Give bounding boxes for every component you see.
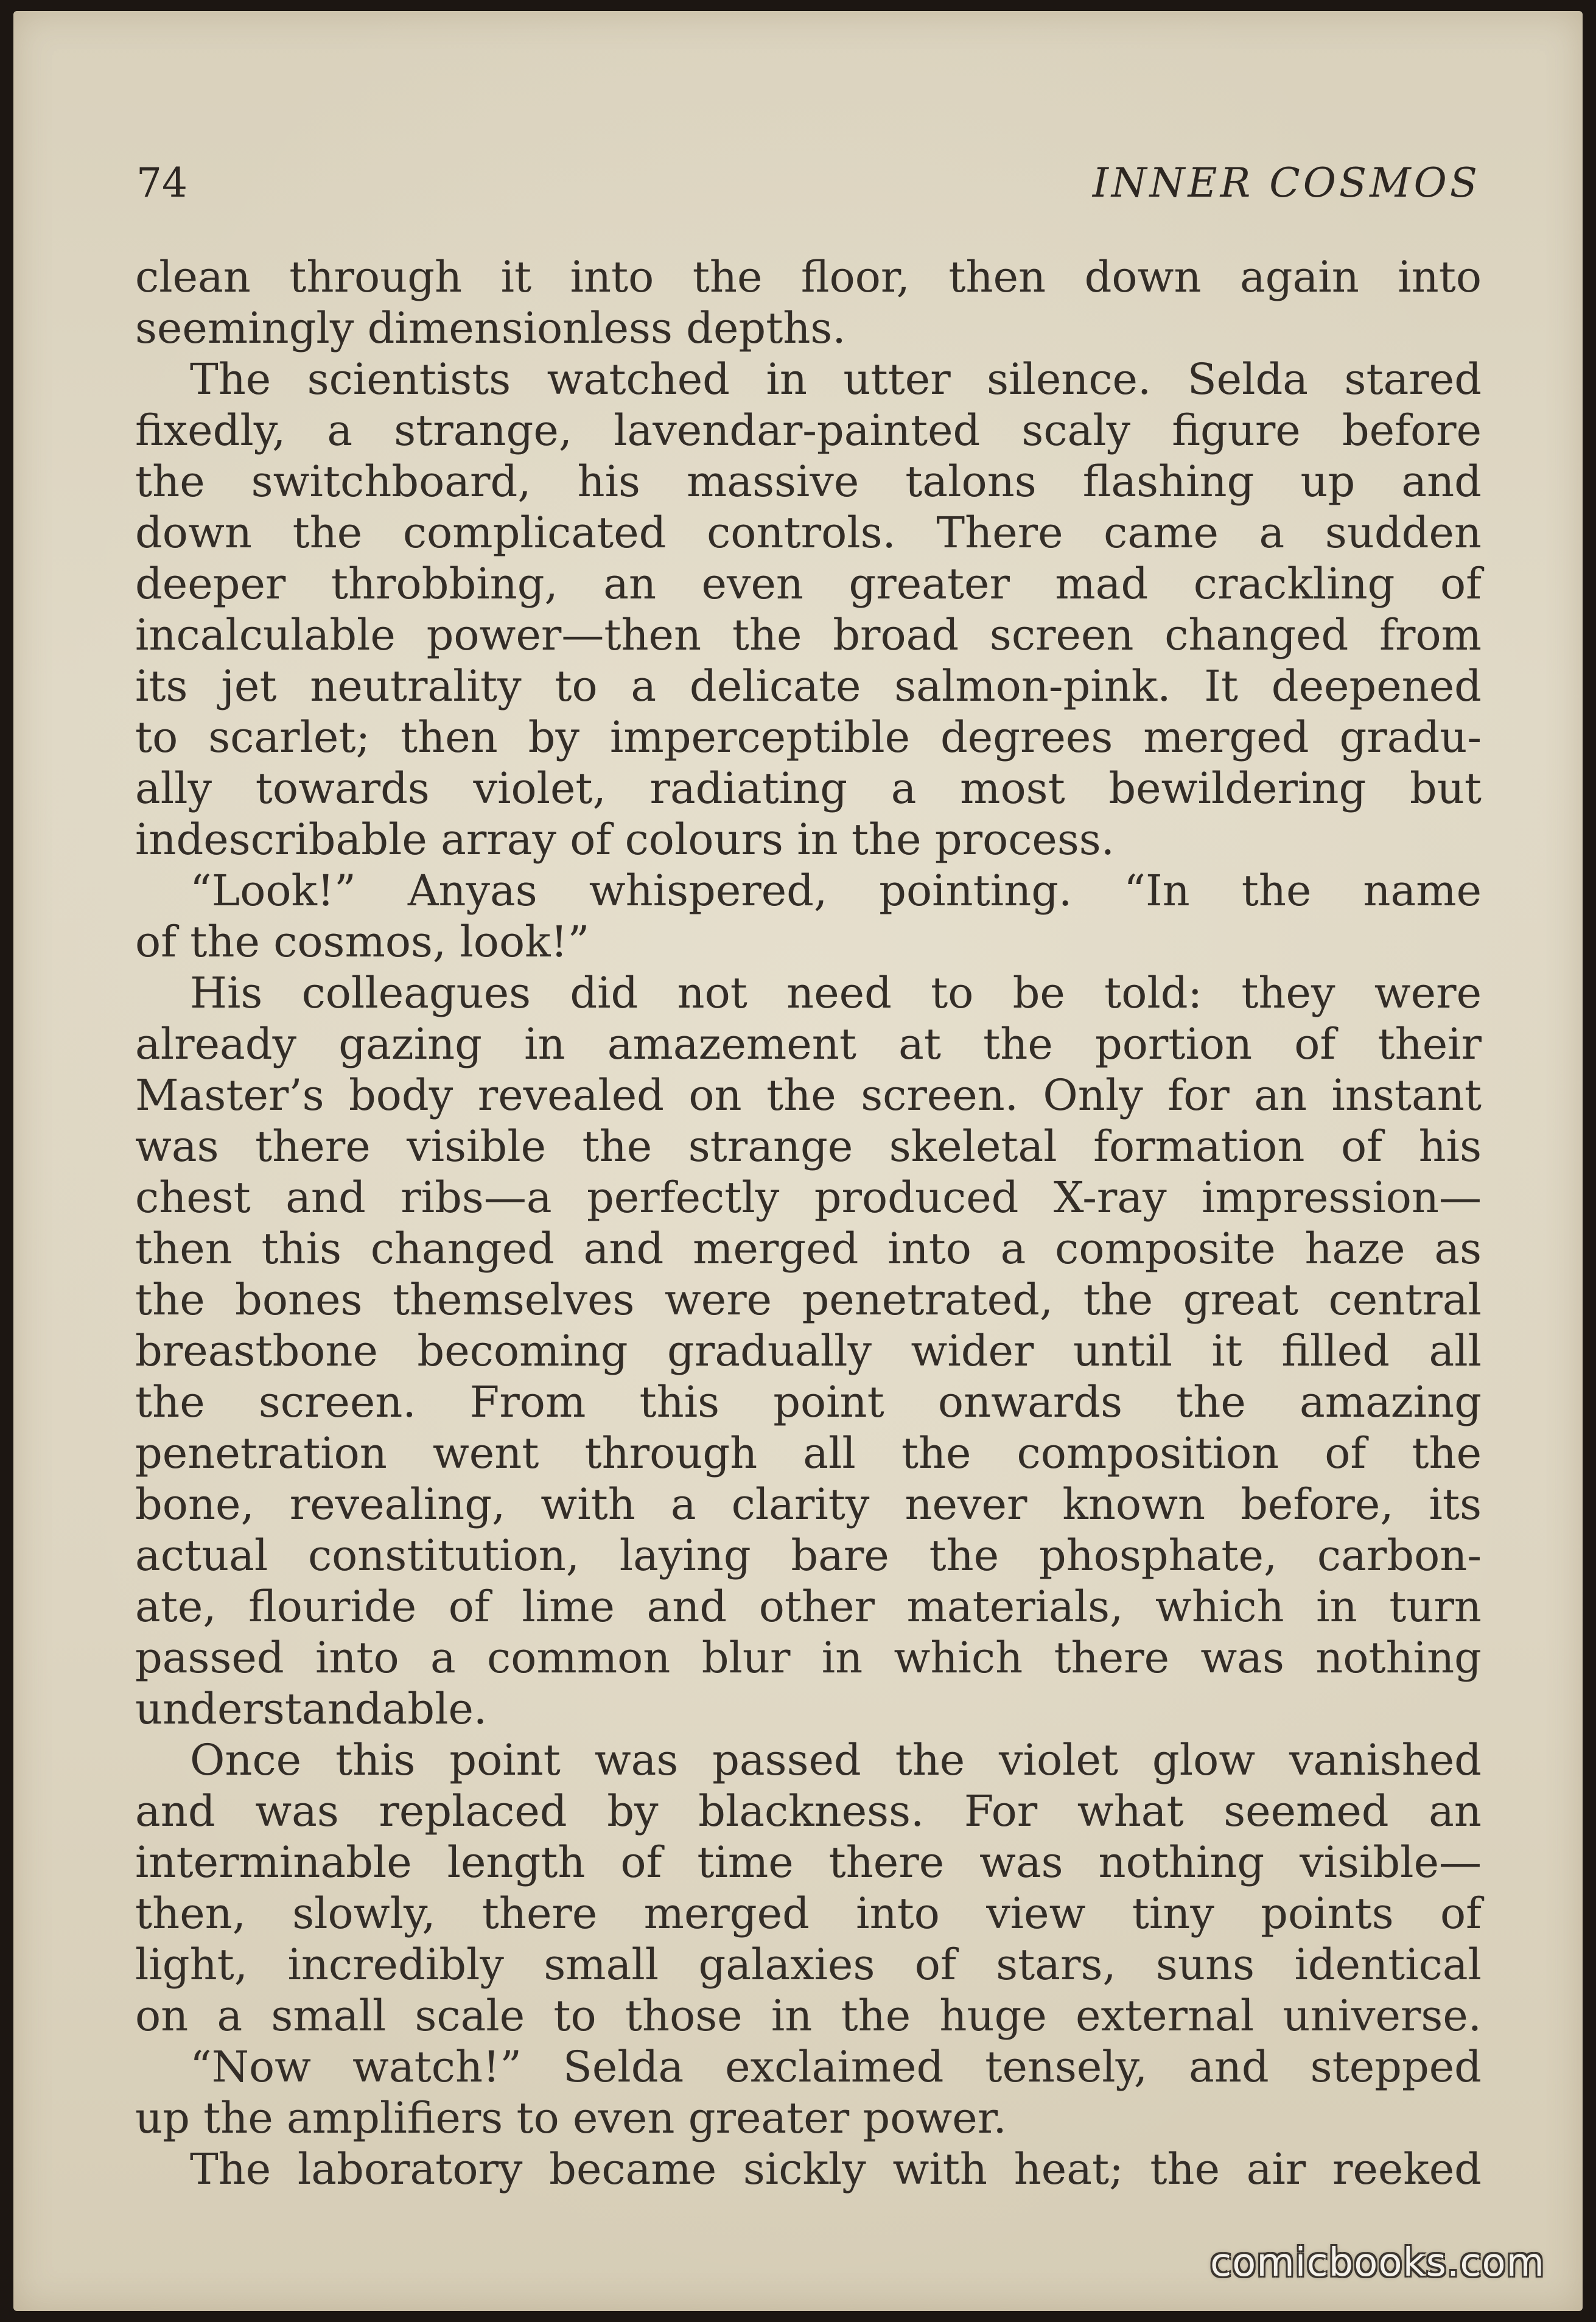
text-line: Once this point was passed the violet glow vanished: [190, 1735, 1482, 1785]
text-line: was there visible the strange skeletal formation of his: [135, 1121, 1482, 1171]
text-line: The laboratory became sickly with heat; the air reeked: [190, 2144, 1482, 2194]
book-page: [13, 11, 1583, 2311]
watermark: comicbooks.com: [1209, 2240, 1545, 2285]
text-line: deeper throbbing, an even greater mad crackling of: [135, 559, 1482, 609]
text-line: the screen. From this point onwards the amazing: [135, 1377, 1482, 1427]
body-text: [135, 251, 1482, 2195]
text-line: ate, flouride of lime and other materials, which in turn: [135, 1582, 1482, 1632]
text-line: “Look!” Anyas whispered, pointing. “In the name: [190, 866, 1482, 916]
text-line: incalculable power—then the broad screen changed from: [135, 610, 1482, 660]
text-line: to scarlet; then by imperceptible degrees merged gradu-: [135, 712, 1482, 762]
text-line: seemingly dimensionless depths.: [135, 303, 846, 353]
page-header: [136, 150, 1480, 217]
running-title: INNER COSMOS: [1092, 160, 1480, 206]
text-line: indescribable array of colours in the process.: [135, 815, 1115, 865]
text-line: the bones themselves were penetrated, the great central: [135, 1275, 1482, 1325]
text-line: clean through it into the floor, then down again into: [135, 252, 1482, 302]
text-line: chest and ribs—a perfectly produced X-ray impression—: [135, 1173, 1482, 1222]
text-line: fixedly, a strange, lavendar-painted scaly figure before: [135, 405, 1482, 455]
text-line: “Now watch!” Selda exclaimed tensely, and stepped: [190, 2042, 1482, 2092]
text-line: the switchboard, his massive talons flashing up and: [135, 457, 1482, 507]
text-line: His colleagues did not need to be told: they were: [190, 968, 1482, 1018]
text-line: and was replaced by blackness. For what seemed an: [135, 1786, 1482, 1836]
text-line: penetration went through all the composition of the: [135, 1428, 1482, 1478]
text-line: interminable length of time there was nothing visible—: [135, 1837, 1482, 1887]
text-line: bone, revealing, with a clarity never known before, its: [135, 1479, 1482, 1529]
text-line: The scientists watched in utter silence. Selda stared: [190, 354, 1482, 404]
text-line: passed into a common blur in which there was nothing: [135, 1633, 1482, 1683]
text-line: then this changed and merged into a composite haze as: [135, 1224, 1482, 1274]
text-line: down the complicated controls. There came a sudden: [135, 508, 1482, 558]
text-line: then, slowly, there merged into view tiny points of: [135, 1889, 1482, 1938]
text-line: ally towards violet, radiating a most bewildering but: [135, 763, 1482, 813]
text-line: understandable.: [135, 1684, 488, 1734]
text-line: already gazing in amazement at the portion of their: [135, 1019, 1482, 1069]
text-line: breastbone becoming gradually wider until it filled all: [135, 1326, 1482, 1376]
page-number: 74: [136, 160, 187, 206]
text-line: on a small scale to those in the huge external universe.: [135, 1991, 1482, 2041]
text-line: actual constitution, laying bare the phosphate, carbon-: [135, 1531, 1482, 1580]
text-line: up the amplifiers to even greater power.: [135, 2093, 1007, 2143]
text-line: its jet neutrality to a delicate salmon-pink. It deepened: [135, 661, 1482, 711]
text-line: Master’s body revealed on the screen. Only for an instant: [135, 1070, 1482, 1120]
text-line: light, incredibly small galaxies of stars, suns identical: [135, 1940, 1482, 1990]
text-line: of the cosmos, look!”: [135, 917, 590, 967]
